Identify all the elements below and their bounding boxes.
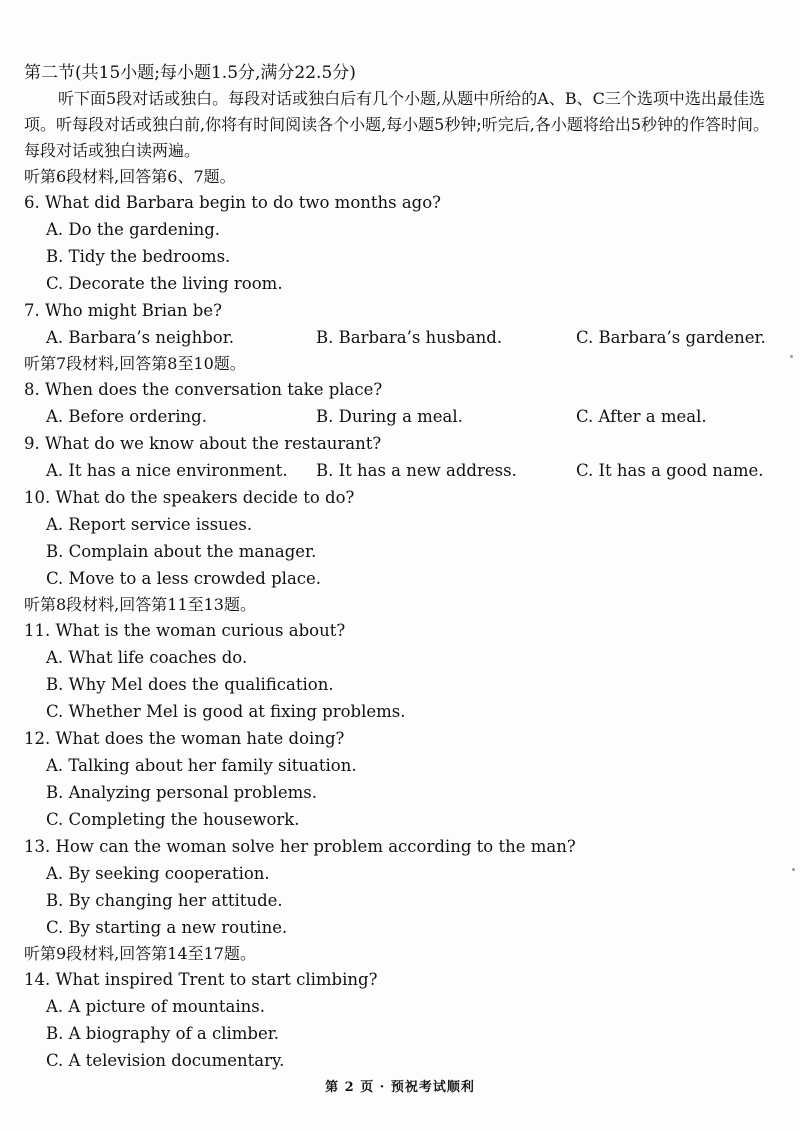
question-10-option-c: C. Move to a less crowded place.	[46, 569, 322, 588]
question-7-option-a: A. Barbara’s neighbor.	[46, 328, 235, 347]
question-14: 14. What inspired Trent to start climbing?	[24, 970, 378, 989]
question-8: 8. When does the conversation take place?	[24, 380, 383, 399]
question-8-options	[24, 403, 784, 430]
question-8-option-a: A. Before ordering.	[46, 407, 207, 426]
question-11-option-a: A. What life coaches do.	[46, 648, 248, 667]
question-12-option-a: A. Talking about her family situation.	[46, 756, 357, 775]
question-9: 9. What do we know about the restaurant?	[24, 434, 382, 453]
page-footer: 第 2 页 · 预祝考试顺利	[325, 1080, 475, 1095]
question-12-option-b: B. Analyzing personal problems.	[46, 783, 317, 802]
scan-speck	[792, 868, 795, 871]
material-9-instruction: 听第9段材料,回答第14至17题。	[24, 944, 256, 963]
section-heading: 第二节(共15小题;每小题1.5分,满分22.5分)	[24, 63, 356, 83]
question-13: 13. How can the woman solve her problem according to the man?	[24, 837, 576, 856]
material-8-instruction: 听第8段材料,回答第11至13题。	[24, 595, 256, 614]
question-10-option-a: A. Report service issues.	[46, 515, 253, 534]
material-7-instruction: 听第7段材料,回答第8至10题。	[24, 354, 246, 373]
question-11-option-c: C. Whether Mel is good at fixing problems.	[46, 702, 406, 721]
material-6-instruction: 听第6段材料,回答第6、7题。	[24, 167, 236, 186]
question-8-option-b: B. During a meal.	[316, 407, 463, 426]
question-7-option-b: B. Barbara’s husband.	[316, 328, 503, 347]
question-6: 6. What did Barbara begin to do two months ago?	[24, 193, 442, 212]
question-9-options	[24, 457, 784, 484]
question-11-option-b: B. Why Mel does the qualification.	[46, 675, 334, 694]
question-12: 12. What does the woman hate doing?	[24, 729, 345, 748]
question-10-option-b: B. Complain about the manager.	[46, 542, 317, 561]
question-7: 7. Who might Brian be?	[24, 301, 222, 320]
question-10: 10. What do the speakers decide to do?	[24, 488, 355, 507]
question-12-option-c: C. Completing the housework.	[46, 810, 300, 829]
question-14-option-a: A. A picture of mountains.	[46, 997, 266, 1016]
question-7-options	[24, 324, 784, 351]
question-13-option-c: C. By starting a new routine.	[46, 918, 288, 937]
question-7-option-c: C. Barbara’s gardener.	[576, 328, 766, 347]
question-14-option-c: C. A television documentary.	[46, 1051, 285, 1070]
question-6-option-c: C. Decorate the living room.	[46, 274, 283, 293]
question-11: 11. What is the woman curious about?	[24, 621, 346, 640]
question-6-option-b: B. Tidy the bedrooms.	[46, 247, 231, 266]
question-9-option-c: C. It has a good name.	[576, 461, 764, 480]
question-9-option-a: A. It has a nice environment.	[46, 461, 288, 480]
question-14-option-b: B. A biography of a climber.	[46, 1024, 280, 1043]
question-13-option-a: A. By seeking cooperation.	[46, 864, 270, 883]
question-8-option-c: C. After a meal.	[576, 407, 707, 426]
section-instructions: 听下面5段对话或独白。每段对话或独白后有几个小题,从题中所给的A、B、C三个选项中选出最佳选项。听每段对话或独白前,你将有时间阅读各个小题,每小题5秒钟;听完后,各小题将给出5秒钟的作答时间。每段对话或独白读两遍。	[24, 89, 770, 160]
question-13-option-b: B. By changing her attitude.	[46, 891, 283, 910]
listening-section	[24, 62, 784, 1074]
question-6-option-a: A. Do the gardening.	[46, 220, 221, 239]
scan-speck	[790, 355, 793, 358]
question-9-option-b: B. It has a new address.	[316, 461, 517, 480]
